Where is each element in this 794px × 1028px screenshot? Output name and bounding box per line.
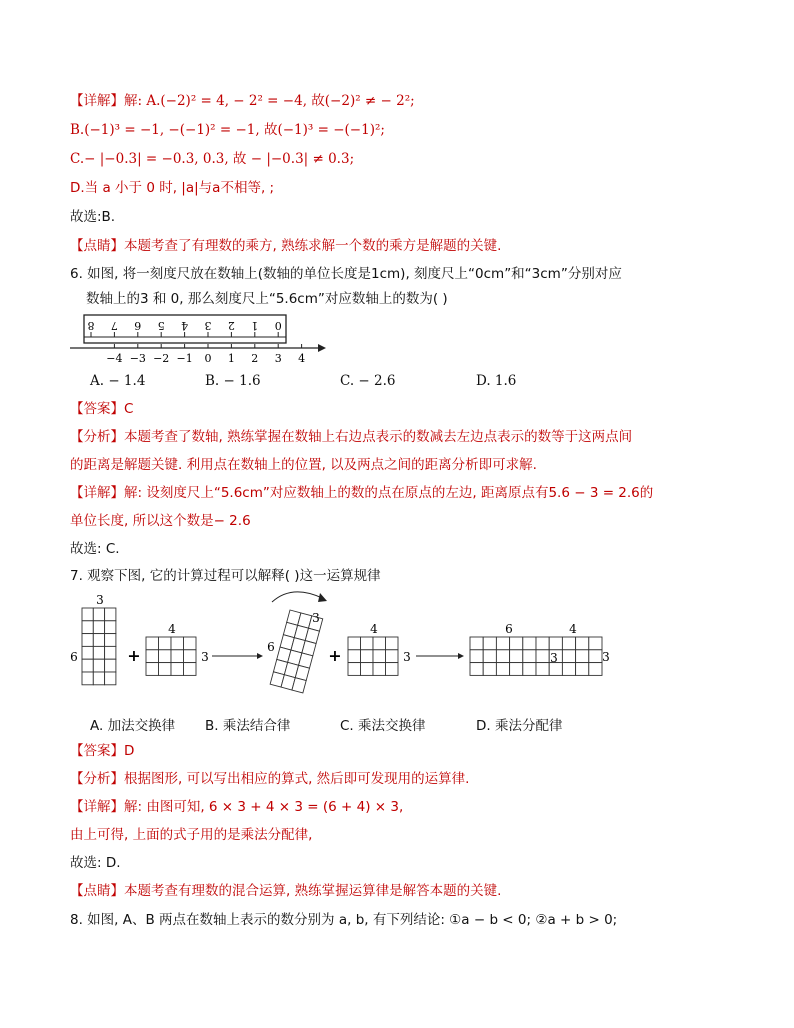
choice-d[interactable]: D. 1.6 <box>476 373 517 389</box>
grid-cell <box>483 663 496 676</box>
grid-cell <box>523 663 536 676</box>
grid-cell <box>82 659 93 672</box>
grid-cell <box>373 663 386 676</box>
ruler-labels <box>88 319 282 332</box>
grid-cell <box>171 663 184 676</box>
grid-cell <box>510 650 523 663</box>
grid-cell <box>549 637 562 650</box>
analysis-tag: 【分析】 <box>70 771 124 787</box>
choice-b[interactable]: B. 乘法结合律 <box>205 718 291 734</box>
grid-cell <box>386 637 399 650</box>
grid-cell <box>93 646 104 659</box>
grid-cell <box>105 659 116 672</box>
grid-cell <box>523 650 536 663</box>
g3-top-label: 3 <box>312 611 320 625</box>
answer-value: C <box>124 401 134 417</box>
axis-label: −2 <box>153 352 170 365</box>
grid-cell <box>483 637 496 650</box>
arrow-icon <box>318 344 326 352</box>
detail-tag: 【详解】 <box>70 799 124 815</box>
axis-label: −3 <box>129 352 146 365</box>
grid-cell <box>523 637 536 650</box>
grid-cell <box>146 637 159 650</box>
grid-cell <box>496 650 509 663</box>
q8-stem: 8. 如图, A、B 两点在数轴上表示的数分别为 a, b, 有下列结论: ①a − b < 0; ②a + b > 0; <box>70 912 618 928</box>
grid-cell <box>82 621 93 634</box>
g5-mid-label: 3 <box>550 651 558 665</box>
answer-tag: 【答案】 <box>70 401 124 417</box>
arrow-head-icon <box>257 653 263 659</box>
q6-choose: 故选: C. <box>70 541 120 557</box>
g5-top-label-b: 4 <box>569 622 577 636</box>
q6-analysis-1 <box>70 428 632 446</box>
choice-d[interactable]: D. 乘法分配律 <box>476 718 563 734</box>
q5-detail-b: B.(−1)³ = −1, −(−1)² = −1, 故(−1)³ = −(−1)²; <box>70 122 385 138</box>
choice-a[interactable]: A. − 1.4 <box>90 373 146 389</box>
grid-cell <box>159 650 172 663</box>
ruler-label: 0 <box>274 319 282 332</box>
grid-cell <box>373 650 386 663</box>
q6-stem-1: 6. 如图, 将一刻度尺放在数轴上(数轴的单位长度是1cm), 刻度尺上“0cm”和“3cm”分别对应 <box>70 266 622 282</box>
axis-label: −1 <box>176 352 193 365</box>
grid-cell <box>184 650 197 663</box>
q6-detail-2: 单位长度, 所以这个数是− 2.6 <box>70 513 251 529</box>
grid-4x3-b <box>348 637 398 675</box>
grid-cell <box>386 650 399 663</box>
ruler-label: 7 <box>110 319 118 332</box>
axis-label: 3 <box>274 352 282 365</box>
grid-cell <box>510 663 523 676</box>
q7-detail-2: 由上可得, 上面的式子用的是乘法分配律, <box>70 827 313 843</box>
grid-cell <box>589 637 602 650</box>
grid-cell <box>171 650 184 663</box>
q6-analysis-2: 的距离是解题关键. 利用点在数轴上的位置, 以及两点之间的距离分析即可求解. <box>70 457 537 473</box>
grid-cell <box>562 637 575 650</box>
arrow-head-icon <box>458 653 464 659</box>
grid-cell <box>361 663 374 676</box>
grid-cell <box>105 672 116 685</box>
q7-stem: 7. 观察下图, 它的计算过程可以解释( )这一运算规律 <box>70 568 381 584</box>
grid-cell <box>105 621 116 634</box>
grid-cell <box>361 650 374 663</box>
grid-cell <box>159 663 172 676</box>
comment-tag: 【点睛】 <box>70 883 124 899</box>
axis-ticks <box>114 344 301 348</box>
q5-detail-c: C.− |−0.3| = −0.3, 0.3, 故 − |−0.3| ≠ 0.3; <box>70 151 355 167</box>
axis-label: 0 <box>204 352 212 365</box>
grid-cell <box>589 650 602 663</box>
grid-cell <box>184 637 197 650</box>
detail-tag: 【详解】 <box>70 93 124 109</box>
ruler-label: 6 <box>134 319 142 332</box>
axis-label: 2 <box>251 352 259 365</box>
detail-text: 解: 由图可知, 6 × 3 + 4 × 3 = (6 + 4) × 3, <box>124 799 404 815</box>
grid-cell <box>576 663 589 676</box>
grid-rearrangement-figure <box>60 588 620 704</box>
grid-cell <box>470 663 483 676</box>
axis-label: 4 <box>298 352 306 365</box>
grid-cell <box>93 608 104 621</box>
q6-answer <box>70 400 133 418</box>
grid-cell <box>93 659 104 672</box>
grid-cell <box>93 621 104 634</box>
choice-c[interactable]: C. 乘法交换律 <box>340 718 426 734</box>
comment-text: 本题考查有理数的混合运算, 熟练掌握运算律是解答本题的关键. <box>124 883 502 899</box>
grid-cell <box>184 663 197 676</box>
grid-cell <box>105 646 116 659</box>
grid-10x3 <box>470 637 602 675</box>
analysis-text: 根据图形, 可以写出相应的算式, 然后即可发现用的运算律. <box>124 771 470 787</box>
q7-detail-1 <box>70 798 403 816</box>
q7-comment <box>70 882 501 900</box>
grid-cell <box>82 634 93 647</box>
q7-choose: 故选: D. <box>70 855 121 871</box>
grid-cell <box>510 637 523 650</box>
detail-text: 解: A.(−2)² = 4, − 2² = −4, 故(−2)² ≠ − 2²; <box>124 93 415 109</box>
g5-top-label-a: 6 <box>505 622 513 636</box>
q7-analysis <box>70 770 469 788</box>
axis-label: −4 <box>106 352 123 365</box>
choice-c[interactable]: C. − 2.6 <box>340 373 396 389</box>
grid-3x6 <box>82 608 116 685</box>
grid-cell <box>146 663 159 676</box>
grid-cell <box>82 608 93 621</box>
g1-top-label: 3 <box>96 593 104 607</box>
grid-cell <box>496 663 509 676</box>
grid-cell <box>159 637 172 650</box>
choice-a[interactable]: A. 加法交换律 <box>90 718 176 734</box>
g4-right-label: 3 <box>403 650 411 664</box>
grid-cell <box>576 650 589 663</box>
analysis-text: 本题考查了数轴, 熟练掌握在数轴上右边点表示的数减去左边点表示的数等于这两点间 <box>124 429 633 445</box>
axis-label: 1 <box>227 352 235 365</box>
grid-4x3 <box>146 637 196 675</box>
grid-cell <box>82 646 93 659</box>
q5-comment <box>70 237 501 255</box>
grid-cell <box>348 663 361 676</box>
grid-cell <box>93 634 104 647</box>
g2-top-label: 4 <box>168 622 176 636</box>
ruler-label: 2 <box>227 319 235 332</box>
grid-cell <box>171 637 184 650</box>
detail-text: 解: 设刻度尺上“5.6cm”对应数轴上的数的点在原点的左边, 距离原点有5.6 − 3 = 2.6的 <box>124 485 654 501</box>
grid-cell <box>536 663 549 676</box>
analysis-tag: 【分析】 <box>70 429 124 445</box>
g4-top-label: 4 <box>370 622 378 636</box>
grid-cell <box>483 650 496 663</box>
q5-detail-d: D.当 a 小于 0 时, |a|与a不相等, ; <box>70 180 275 196</box>
grid-cell <box>373 637 386 650</box>
ruler-number-line-figure <box>70 312 330 368</box>
ruler-label: 4 <box>181 319 189 332</box>
g5-right-label: 3 <box>602 650 610 664</box>
answer-tag: 【答案】 <box>70 743 124 759</box>
plus-sign-1: + <box>127 646 141 665</box>
g2-right-label: 3 <box>201 650 209 664</box>
grid-cell <box>470 650 483 663</box>
grid-cell <box>105 608 116 621</box>
grid-cell <box>496 637 509 650</box>
grid-cell <box>348 650 361 663</box>
grid-cell <box>470 637 483 650</box>
grid-cell <box>589 663 602 676</box>
q5-detail-a <box>70 92 415 110</box>
comment-text: 本题考查了有理数的乘方, 熟练求解一个数的乘方是解题的关键. <box>124 238 502 254</box>
grid-cell <box>386 663 399 676</box>
grid-cell <box>562 650 575 663</box>
plus-sign-2: + <box>328 646 342 665</box>
grid-cell <box>562 663 575 676</box>
ruler-label: 8 <box>87 319 95 332</box>
comment-tag: 【点睛】 <box>70 238 124 254</box>
grid-cell <box>105 634 116 647</box>
grid-cell <box>576 637 589 650</box>
grid-cell <box>361 637 374 650</box>
detail-tag: 【详解】 <box>70 485 124 501</box>
grid-cell <box>93 672 104 685</box>
answer-value: D <box>124 743 135 759</box>
g1-left-label: 6 <box>70 650 78 664</box>
ruler-label: 5 <box>157 319 165 332</box>
ruler-label: 3 <box>204 319 212 332</box>
ruler-label: 1 <box>251 319 259 332</box>
q5-choose: 故选:B. <box>70 209 116 225</box>
choice-b[interactable]: B. − 1.6 <box>205 373 261 389</box>
q6-detail-1 <box>70 484 653 502</box>
rotation-arrow-icon <box>272 592 322 602</box>
grid-cell <box>536 637 549 650</box>
grid-cell <box>146 650 159 663</box>
g3-left-label: 6 <box>267 640 275 654</box>
grid-cell <box>82 672 93 685</box>
axis-labels <box>106 352 305 365</box>
grid-cell <box>536 650 549 663</box>
grid-cell <box>348 637 361 650</box>
q6-stem-2: 数轴上的3 和 0, 那么刻度尺上“5.6cm”对应数轴上的数为( ) <box>86 291 448 307</box>
q7-answer <box>70 742 134 760</box>
